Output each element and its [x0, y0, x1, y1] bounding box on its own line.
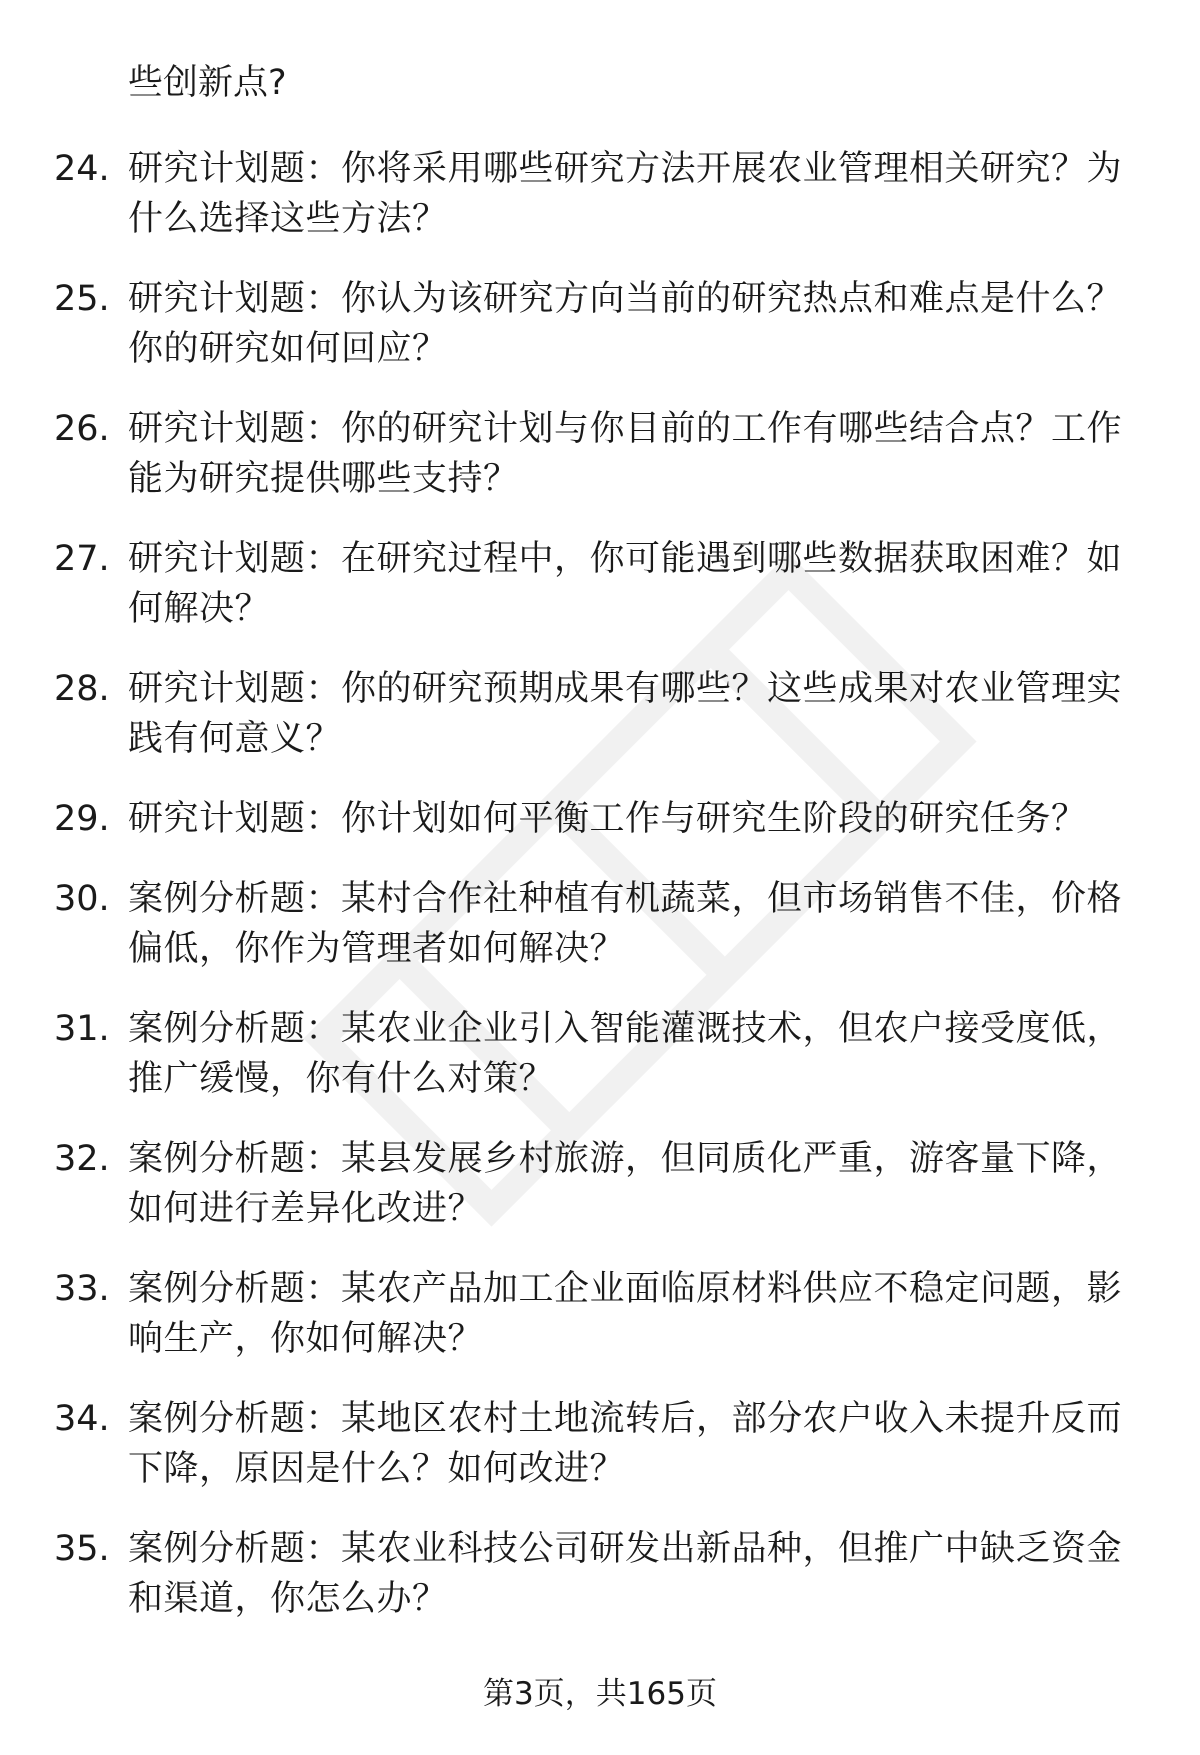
question-item: [0, 874, 1200, 974]
question-item: [0, 1264, 1200, 1364]
question-item: [0, 1524, 1200, 1624]
question-text: 案例分析题：某农业企业引入智能灌溉技术，但农户接受度低，推广缓慢，你有什么对策？: [128, 1009, 1123, 1099]
question-number: 33.: [54, 1269, 110, 1309]
question-number: 24.: [54, 149, 110, 189]
question-text: 案例分析题：某农产品加工企业面临原材料供应不稳定问题，影响生产，你如何解决？: [128, 1269, 1123, 1359]
question-text: 案例分析题：某农业科技公司研发出新品种，但推广中缺乏资金和渠道，你怎么办？: [128, 1529, 1123, 1619]
question-number: 30.: [54, 879, 110, 919]
question-text: 研究计划题：在研究过程中，你可能遇到哪些数据获取困难？如何解决？: [128, 539, 1123, 629]
question-item: [0, 1004, 1200, 1104]
question-list: [0, 144, 1200, 1654]
question-number: 25.: [54, 279, 110, 319]
question-number: 34.: [54, 1399, 110, 1439]
question-text: 案例分析题：某地区农村土地流转后，部分农户收入未提升反而下降，原因是什么？如何改进？: [128, 1399, 1123, 1489]
question-item: [0, 1134, 1200, 1234]
question-item: [0, 1394, 1200, 1494]
question-text: 研究计划题：你将采用哪些研究方法开展农业管理相关研究？为什么选择这些方法？: [128, 149, 1123, 239]
question-number: 35.: [54, 1529, 110, 1569]
question-item: [0, 664, 1200, 764]
page-footer: 第3页，共165页: [483, 1676, 717, 1712]
question-text: 研究计划题：你的研究计划与你目前的工作有哪些结合点？工作能为研究提供哪些支持？: [128, 409, 1123, 499]
question-number: 28.: [54, 669, 110, 709]
question-item: [0, 274, 1200, 374]
question-number: 29.: [54, 799, 110, 839]
question-number: 26.: [54, 409, 110, 449]
question-item: [0, 404, 1200, 504]
question-text: 案例分析题：某县发展乡村旅游，但同质化严重，游客量下降，如何进行差异化改进？: [128, 1139, 1123, 1229]
question-number: 31.: [54, 1009, 110, 1049]
question-item: [0, 794, 1200, 844]
question-text: 案例分析题：某村合作社种植有机蔬菜，但市场销售不佳，价格偏低，你作为管理者如何解决？: [128, 879, 1123, 969]
question-text: 研究计划题：你计划如何平衡工作与研究生阶段的研究任务？: [128, 799, 1087, 839]
continuation-text: 些创新点?: [128, 63, 287, 103]
question-item: [0, 534, 1200, 634]
question-number: 27.: [54, 539, 110, 579]
question-number: 32.: [54, 1139, 110, 1179]
question-text: 研究计划题：你的研究预期成果有哪些？这些成果对农业管理实践有何意义？: [128, 669, 1123, 759]
question-text: 研究计划题：你认为该研究方向当前的研究热点和难点是什么？你的研究如何回应？: [128, 279, 1123, 369]
question-item: [0, 144, 1200, 244]
